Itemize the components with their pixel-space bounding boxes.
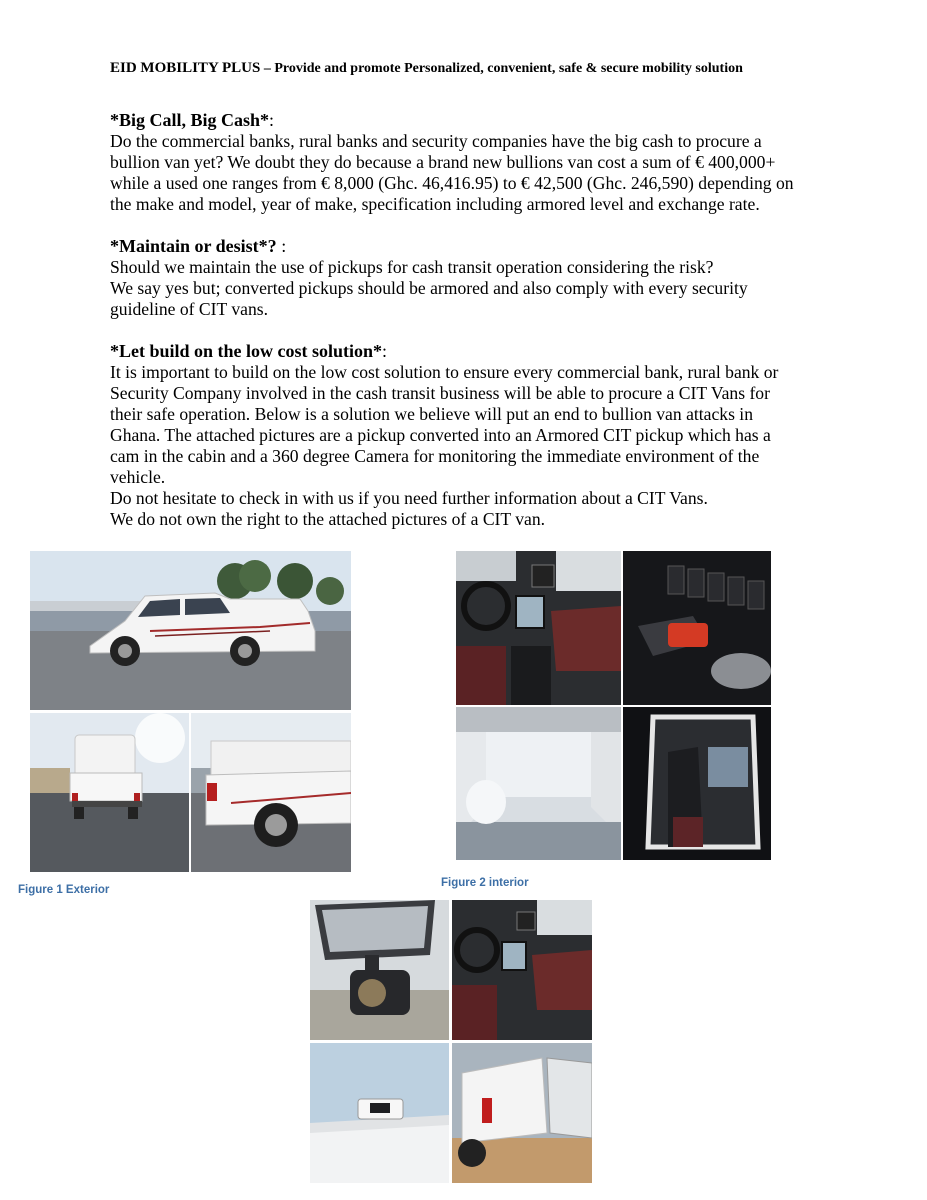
photo-pickup-rear-quarter-view bbox=[191, 713, 351, 872]
paragraph-line: their safe operation. Below is a solution we believe will put an end to bullion van attacks in bbox=[110, 404, 753, 424]
section-title: *Let build on the low cost solution* bbox=[110, 341, 383, 361]
header-tagline: Provide and promote Personalized, convenient, safe & secure mobility solution bbox=[274, 61, 743, 76]
paragraph-line: Ghana. The attached pictures are a pickup converted into an Armored CIT pickup which has a bbox=[110, 425, 771, 445]
photo-rear-door-cabin bbox=[623, 707, 771, 860]
section-title: *Big Call, Big Cash* bbox=[110, 110, 270, 130]
photo-cabin-camera bbox=[310, 900, 449, 1040]
paragraph-line: bullion van yet? We doubt they do because a brand new bullions van cost a sum of € 400,000+ bbox=[110, 152, 776, 172]
photo-cargo-bed-interior bbox=[456, 707, 621, 860]
paragraph-line: Do the commercial banks, rural banks and security companies have the big cash to procure a bbox=[110, 131, 762, 151]
document-header bbox=[110, 60, 890, 77]
paragraph-line: while a used one ranges from € 8,000 (Ghc. 46,416.95) to € 42,500 (Ghc. 246,590) depending on bbox=[110, 173, 794, 193]
paragraph-line: Do not hesitate to check in with us if you need further information about a CIT Vans. bbox=[110, 488, 708, 508]
paragraph-line: guideline of CIT vans. bbox=[110, 299, 268, 319]
header-dash: – bbox=[260, 61, 275, 76]
paragraph-line: vehicle. bbox=[110, 467, 166, 487]
paragraph-line: Security Company involved in the cash transit business will be able to procure a CIT Vans for bbox=[110, 383, 770, 403]
photo-pickup-rear-view bbox=[30, 713, 189, 872]
photo-dashboard-interior bbox=[456, 551, 621, 705]
section-low-cost-solution: *Let build on the low cost solution*: It is important to build on the low cost solution to ensure every commercial bank, rural bank or Security Company involved in the cash transit business will be able to procure a CIT Vans for their safe operation. Below is a solution we believe will put an end to bullion van attacks in Ghana. The attached pictures are a pickup converted into an Armored CIT pickup which has a cam in the cabin and a 360 degree Camera for monitoring the immediate environment of the vehicle. Do not hesitate to check in with us if you need further information about a CIT Vans. We do not own the right to the attached pictures of a CIT van. bbox=[110, 341, 830, 530]
photo-dashboard-interior-2 bbox=[452, 900, 592, 1040]
figure-1-caption: Figure 1 Exterior bbox=[18, 884, 110, 896]
section-big-call: *Big Call, Big Cash*: Do the commercial banks, rural banks and security companies have the big cash to procure a bullion van yet? We doubt they do because a brand new bullions van cost a sum of € 400,000+ while a used one ranges from € 8,000 (Ghc. 46,416.95) to € 42,500 (Ghc. 246,590) depending on the make and model, year of make, specification including armored level and exchange rate. bbox=[110, 110, 830, 215]
photo-pickup-side-view bbox=[30, 551, 351, 710]
section-title: *Maintain or desist*? bbox=[110, 236, 277, 256]
paragraph-line: the make and model, year of make, specification including armored level and exchange rate. bbox=[110, 194, 760, 214]
paragraph-line: cam in the cabin and a 360 degree Camera for monitoring the immediate environment of the bbox=[110, 446, 760, 466]
section-maintain-or-desist: *Maintain or desist*? : Should we maintain the use of pickups for cash transit operation considering the risk? We say yes but; converted pickups should be armored and also comply with every security guideline of CIT vans. bbox=[110, 236, 830, 320]
paragraph-line: Should we maintain the use of pickups for cash transit operation considering the risk? bbox=[110, 257, 714, 277]
photo-roof-360-camera bbox=[310, 1043, 449, 1183]
article-body bbox=[110, 110, 830, 551]
photo-canopy-rear-open bbox=[452, 1043, 592, 1183]
photo-console-switches bbox=[623, 551, 771, 705]
paragraph-line: It is important to build on the low cost solution to ensure every commercial bank, rural bank or bbox=[110, 362, 779, 382]
brand-name: EID MOBILITY PLUS bbox=[110, 60, 261, 76]
paragraph-line: We do not own the right to the attached pictures of a CIT van. bbox=[110, 509, 546, 529]
figure-2-caption: Figure 2 interior bbox=[441, 877, 529, 889]
paragraph-line: We say yes but; converted pickups should be armored and also comply with every security bbox=[110, 278, 748, 298]
